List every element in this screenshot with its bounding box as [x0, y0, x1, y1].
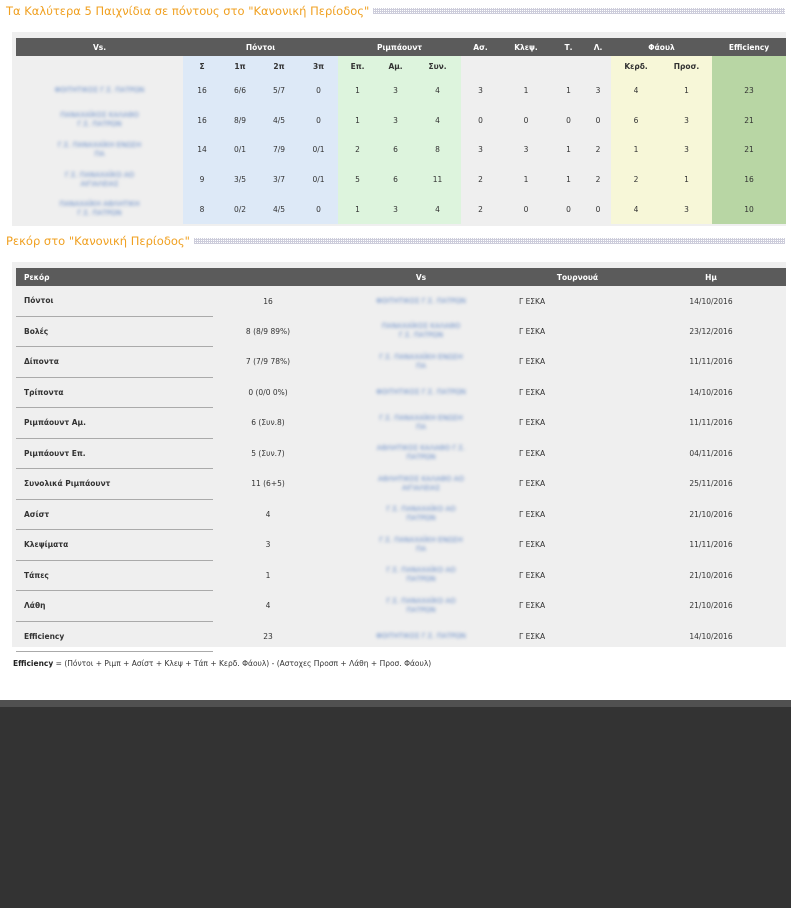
col-date-header: Ημ [636, 268, 786, 286]
free-throws-cell: 3/5 [221, 165, 259, 195]
steals-cell: 1 [523, 175, 529, 185]
sub-header-ft: 1π [221, 56, 259, 76]
record-tournament: Γ ΕΣΚΑ [519, 509, 546, 519]
record-tournament: Γ ΕΣΚΑ [519, 479, 546, 489]
record-date: 11/11/2016 [689, 418, 733, 428]
record-value: 11 (6+5) [251, 479, 285, 489]
sub-header-empty [500, 56, 552, 76]
points-cell: 14 [183, 135, 221, 165]
page-footer [0, 700, 791, 908]
record-label: Συνολικά Ριμπάουντ [16, 469, 213, 500]
col-rebounds-header: Ριμπάουντ [338, 38, 461, 56]
three-pointers-cell: 0 [299, 194, 338, 224]
record-opponent[interactable] [323, 438, 519, 469]
record-opponent[interactable] [323, 621, 519, 652]
defensive-rebounds-cell: 3 [377, 106, 414, 136]
opponent-name[interactable]: Γ.Σ. ΠΑΝΑΧΑΪΚΟ ΑΟ ΑΙΓΙΑΛΕΙΑΣ [64, 170, 135, 188]
record-date: 21/10/2016 [689, 570, 733, 580]
best-games-table [16, 38, 786, 224]
record-tournament: Γ ΕΣΚΑ [519, 448, 546, 458]
two-pointers-cell: 4/5 [259, 194, 299, 224]
offensive-rebounds-cell: 1 [338, 76, 377, 106]
efficiency-cell: 16 [712, 165, 786, 195]
assists-cell: 3 [478, 86, 483, 96]
points-cell: 16 [183, 76, 221, 106]
opponent-name[interactable]: ΠΑΝΑΧΑΪΚΟΣ ΚΑΛΑΘΟ Γ.Σ. ΠΑΤΡΩΝ [381, 322, 461, 340]
total-rebounds-cell: 4 [414, 76, 461, 106]
col-points-header: Πόντοι [183, 38, 338, 56]
record-row [16, 377, 786, 408]
turnovers-cell: 2 [595, 145, 601, 155]
record-row [16, 591, 786, 622]
fouls-committed-cell: 3 [661, 135, 712, 165]
total-rebounds-cell: 4 [414, 106, 461, 136]
record-date: 14/10/2016 [689, 296, 733, 306]
total-rebounds-cell: 8 [414, 135, 461, 165]
sub-header-efficiency-empty [712, 56, 786, 76]
opponent-name[interactable]: Γ.Σ. ΠΑΝΑΧΑΪΚΟ ΑΟ ΠΑΤΡΩΝ [386, 596, 456, 614]
col-assists-header: Ασ. [461, 38, 500, 56]
title-divider [194, 238, 785, 244]
opponent-name[interactable]: ΦΟΙΤΗΤΙΚΟΣ Γ.Σ. ΠΑΤΡΩΝ [54, 86, 145, 95]
opponent-name[interactable]: ΠΑΝΑΧΑΪΚΟΣ ΚΑΛΑΘΟ Γ.Σ. ΠΑΤΡΩΝ [60, 111, 139, 129]
record-row [16, 286, 786, 316]
two-pointers-cell: 7/9 [259, 135, 299, 165]
opponent-link[interactable] [16, 76, 183, 106]
turnovers-cell: 0 [595, 115, 601, 125]
col-vs-header: Vs [323, 268, 519, 286]
sub-header-empty [16, 56, 183, 76]
total-rebounds-cell: 11 [414, 165, 461, 195]
records-table [16, 268, 786, 652]
records-section-header [6, 234, 785, 248]
record-value: 16 [263, 296, 273, 306]
record-date: 21/10/2016 [689, 509, 733, 519]
fouls-drawn-cell: 2 [611, 165, 661, 195]
record-row [16, 499, 786, 530]
record-label: Λάθη [16, 591, 213, 622]
fouls-drawn-cell: 6 [611, 106, 661, 136]
legend-term: Efficiency [13, 659, 54, 668]
record-row [16, 469, 786, 500]
title-divider [373, 8, 785, 14]
fouls-drawn-cell: 4 [611, 194, 661, 224]
opponent-name[interactable]: ΑΘΛΗΤΙΚΟΣ ΚΑΛΑΘΟ Γ.Σ. ΠΑΤΡΩΝ [376, 444, 466, 462]
points-cell: 9 [183, 165, 221, 195]
defensive-rebounds-cell: 3 [377, 194, 414, 224]
defensive-rebounds-cell: 6 [377, 165, 414, 195]
fouls-committed-cell: 1 [661, 165, 712, 195]
legend-formula: = (Πόντοι + Ριμπ + Ασίστ + Κλεψ + Τάπ + Κερδ. Φάουλ) - (Αστοχες Προσπ + Λάθη + Προσ. Φάουλ) [53, 659, 432, 668]
record-row [16, 560, 786, 591]
offensive-rebounds-cell: 1 [338, 194, 377, 224]
record-tournament: Γ ΕΣΚΑ [519, 296, 546, 306]
record-value: 5 (Συν.7) [251, 448, 285, 458]
free-throws-cell: 8/9 [221, 106, 259, 136]
assists-cell: 3 [478, 145, 483, 155]
efficiency-cell: 21 [712, 106, 786, 136]
opponent-name[interactable]: Γ.Σ. ΠΑΝΑΧΑΪΚΟ ΑΟ ΠΑΤΡΩΝ [386, 505, 456, 523]
record-value: 0 (0/0 0%) [248, 387, 288, 397]
record-tournament: Γ ΕΣΚΑ [519, 631, 546, 641]
record-value: 6 (Συν.8) [251, 418, 285, 428]
efficiency-cell: 10 [712, 194, 786, 224]
blocks-cell: 0 [566, 204, 571, 214]
record-opponent[interactable] [323, 591, 519, 622]
record-value: 7 (7/9 78%) [245, 357, 291, 367]
record-label: Πόντοι [16, 286, 213, 316]
record-tournament: Γ ΕΣΚΑ [519, 326, 546, 336]
two-pointers-cell: 3/7 [259, 165, 299, 195]
record-tournament: Γ ΕΣΚΑ [519, 540, 546, 550]
record-row [16, 316, 786, 347]
record-date: 11/11/2016 [689, 540, 733, 550]
record-label: Δίποντα [16, 347, 213, 378]
record-date: 14/10/2016 [689, 631, 733, 641]
record-row [16, 347, 786, 378]
record-opponent[interactable] [323, 469, 519, 500]
offensive-rebounds-cell: 1 [338, 106, 377, 136]
record-date: 21/10/2016 [689, 601, 733, 611]
opponent-name[interactable]: Γ.Σ. ΠΑΝΑΧΑΪΚΟ ΑΟ ΠΑΤΡΩΝ [386, 566, 456, 584]
blocks-cell: 1 [566, 86, 571, 96]
assists-cell: 0 [478, 115, 483, 125]
col-efficiency-header: Efficiency [712, 38, 786, 56]
three-pointers-cell: 0/1 [299, 165, 338, 195]
opponent-name[interactable]: ΠΑΝΑΧΑΪΚΗ ΑΘΛΗΤΙΚΗ Γ.Σ. ΠΑΤΡΩΝ [59, 200, 140, 218]
assists-cell: 2 [478, 175, 483, 185]
record-label: Τάπες [16, 560, 213, 591]
offensive-rebounds-cell: 5 [338, 165, 377, 195]
record-date: 11/11/2016 [689, 357, 733, 367]
record-opponent[interactable] [323, 286, 519, 316]
record-tournament: Γ ΕΣΚΑ [519, 357, 546, 367]
record-label: Efficiency [16, 621, 213, 652]
record-date: 23/12/2016 [689, 326, 733, 336]
points-cell: 16 [183, 106, 221, 136]
record-label: Ριμπάουντ Επ. [16, 438, 213, 469]
sub-header-2pt: 2π [259, 56, 299, 76]
col-fouls-header: Φάουλ [611, 38, 712, 56]
record-row [16, 438, 786, 469]
efficiency-cell: 23 [712, 76, 786, 106]
blocks-cell: 1 [566, 175, 571, 185]
defensive-rebounds-cell: 6 [377, 135, 414, 165]
efficiency-legend [13, 659, 431, 668]
col-blocks-header: Τ. [552, 38, 585, 56]
col-vs-header: Vs. [16, 38, 183, 56]
best-games-panel [12, 32, 786, 226]
record-label: Τρίποντα [16, 377, 213, 408]
record-opponent[interactable] [323, 560, 519, 591]
total-rebounds-cell: 4 [414, 194, 461, 224]
sub-header-fouls-committed: Προσ. [661, 56, 712, 76]
steals-cell: 0 [523, 204, 529, 214]
footer-edge [0, 700, 791, 707]
record-value: 1 [265, 570, 271, 580]
record-value: 8 (8/9 89%) [245, 326, 291, 336]
three-pointers-cell: 0 [299, 76, 338, 106]
turnovers-cell: 0 [595, 204, 601, 214]
three-pointers-cell: 0 [299, 106, 338, 136]
opponent-name[interactable]: ΦΟΙΤΗΤΙΚΟΣ Γ.Σ. ΠΑΤΡΩΝ [376, 387, 466, 396]
offensive-rebounds-cell: 2 [338, 135, 377, 165]
col-tournament-header: Τουρνουά [519, 268, 636, 286]
col-record-header: Ρεκόρ [16, 268, 213, 286]
sub-header-empty [552, 56, 585, 76]
record-label: Κλεψίματα [16, 530, 213, 561]
record-tournament: Γ ΕΣΚΑ [519, 418, 546, 428]
record-value: 3 [265, 540, 271, 550]
opponent-name[interactable]: Γ.Σ. ΠΑΝΑΧΑΪΚΗ ΕΝΩΣΗ ΠΑ [379, 352, 463, 370]
col-steals-header: Κλεψ. [500, 38, 552, 56]
opponent-link[interactable] [16, 135, 183, 165]
record-opponent[interactable] [323, 347, 519, 378]
opponent-link[interactable] [16, 194, 183, 224]
record-label: Ριμπάουντ Αμ. [16, 408, 213, 439]
game-row [16, 194, 786, 224]
free-throws-cell: 0/2 [221, 194, 259, 224]
two-pointers-cell: 4/5 [259, 106, 299, 136]
fouls-committed-cell: 1 [661, 76, 712, 106]
record-value: 4 [265, 601, 271, 611]
record-date: 14/10/2016 [689, 387, 733, 397]
best-games-section-header [6, 4, 785, 18]
opponent-name[interactable]: Γ.Σ. ΠΑΝΑΧΑΪΚΗ ΕΝΩΣΗ ΠΑ [379, 413, 463, 431]
record-tournament: Γ ΕΣΚΑ [519, 601, 546, 611]
free-throws-cell: 0/1 [221, 135, 259, 165]
fouls-drawn-cell: 4 [611, 76, 661, 106]
opponent-name[interactable]: Γ.Σ. ΠΑΝΑΧΑΪΚΗ ΕΝΩΣΗ ΠΑ [57, 140, 142, 158]
records-panel [12, 262, 786, 647]
opponent-name[interactable]: ΦΟΙΤΗΤΙΚΟΣ Γ.Σ. ΠΑΤΡΩΝ [376, 631, 466, 640]
three-pointers-cell: 0/1 [299, 135, 338, 165]
game-row [16, 165, 786, 195]
fouls-drawn-cell: 1 [611, 135, 661, 165]
defensive-rebounds-cell: 3 [377, 76, 414, 106]
record-date: 25/11/2016 [689, 479, 733, 489]
record-opponent[interactable] [323, 377, 519, 408]
record-tournament: Γ ΕΣΚΑ [519, 387, 546, 397]
steals-cell: 0 [523, 115, 529, 125]
record-opponent[interactable] [323, 530, 519, 561]
opponent-name[interactable]: ΑΘΛΗΤΙΚΟΣ ΚΑΛΑΘΟ ΑΟ ΑΙΓΙΑΛΕΙΑΣ [378, 474, 464, 492]
sub-header-tot-reb: Συν. [414, 56, 461, 76]
opponent-link[interactable] [16, 106, 183, 136]
col-turnovers-header: Λ. [585, 38, 611, 56]
turnovers-cell: 3 [595, 86, 601, 96]
steals-cell: 3 [523, 145, 529, 155]
records-title: Ρεκόρ στο "Κανονική Περίοδος" [6, 234, 190, 248]
fouls-committed-cell: 3 [661, 106, 712, 136]
record-date: 04/11/2016 [689, 448, 733, 458]
steals-cell: 1 [523, 86, 529, 96]
sub-header-empty [461, 56, 500, 76]
record-row [16, 530, 786, 561]
blocks-cell: 0 [566, 115, 571, 125]
record-value: 4 [265, 509, 271, 519]
record-tournament: Γ ΕΣΚΑ [519, 570, 546, 580]
record-opponent[interactable] [323, 408, 519, 439]
record-value: 23 [263, 631, 273, 641]
two-pointers-cell: 5/7 [259, 76, 299, 106]
efficiency-cell: 21 [712, 135, 786, 165]
record-opponent[interactable] [323, 316, 519, 347]
opponent-link[interactable] [16, 165, 183, 195]
turnovers-cell: 2 [595, 175, 601, 185]
sub-header-pts: Σ [183, 56, 221, 76]
game-row [16, 76, 786, 106]
fouls-committed-cell: 3 [661, 194, 712, 224]
record-opponent[interactable] [323, 499, 519, 530]
record-label: Βολές [16, 316, 213, 347]
opponent-name[interactable]: Γ.Σ. ΠΑΝΑΧΑΪΚΗ ΕΝΩΣΗ ΠΑ [379, 535, 463, 553]
assists-cell: 2 [478, 204, 483, 214]
sub-header-row [16, 56, 786, 76]
sub-header-fouls-drawn: Κερδ. [611, 56, 661, 76]
sub-header-off-reb: Επ. [338, 56, 377, 76]
blocks-cell: 1 [566, 145, 571, 155]
record-row [16, 621, 786, 652]
record-row [16, 408, 786, 439]
sub-header-3pt: 3π [299, 56, 338, 76]
col-value-header [213, 268, 323, 286]
opponent-name[interactable]: ΦΟΙΤΗΤΙΚΟΣ Γ.Σ. ΠΑΤΡΩΝ [376, 296, 466, 305]
record-label: Ασίστ [16, 499, 213, 530]
free-throws-cell: 6/6 [221, 76, 259, 106]
best-games-title: Τα Καλύτερα 5 Παιχνίδια σε πόντους στο "Κανονική Περίοδος" [6, 4, 370, 18]
points-cell: 8 [183, 194, 221, 224]
sub-header-def-reb: Αμ. [377, 56, 414, 76]
sub-header-empty [585, 56, 611, 76]
game-row [16, 106, 786, 136]
game-row [16, 135, 786, 165]
